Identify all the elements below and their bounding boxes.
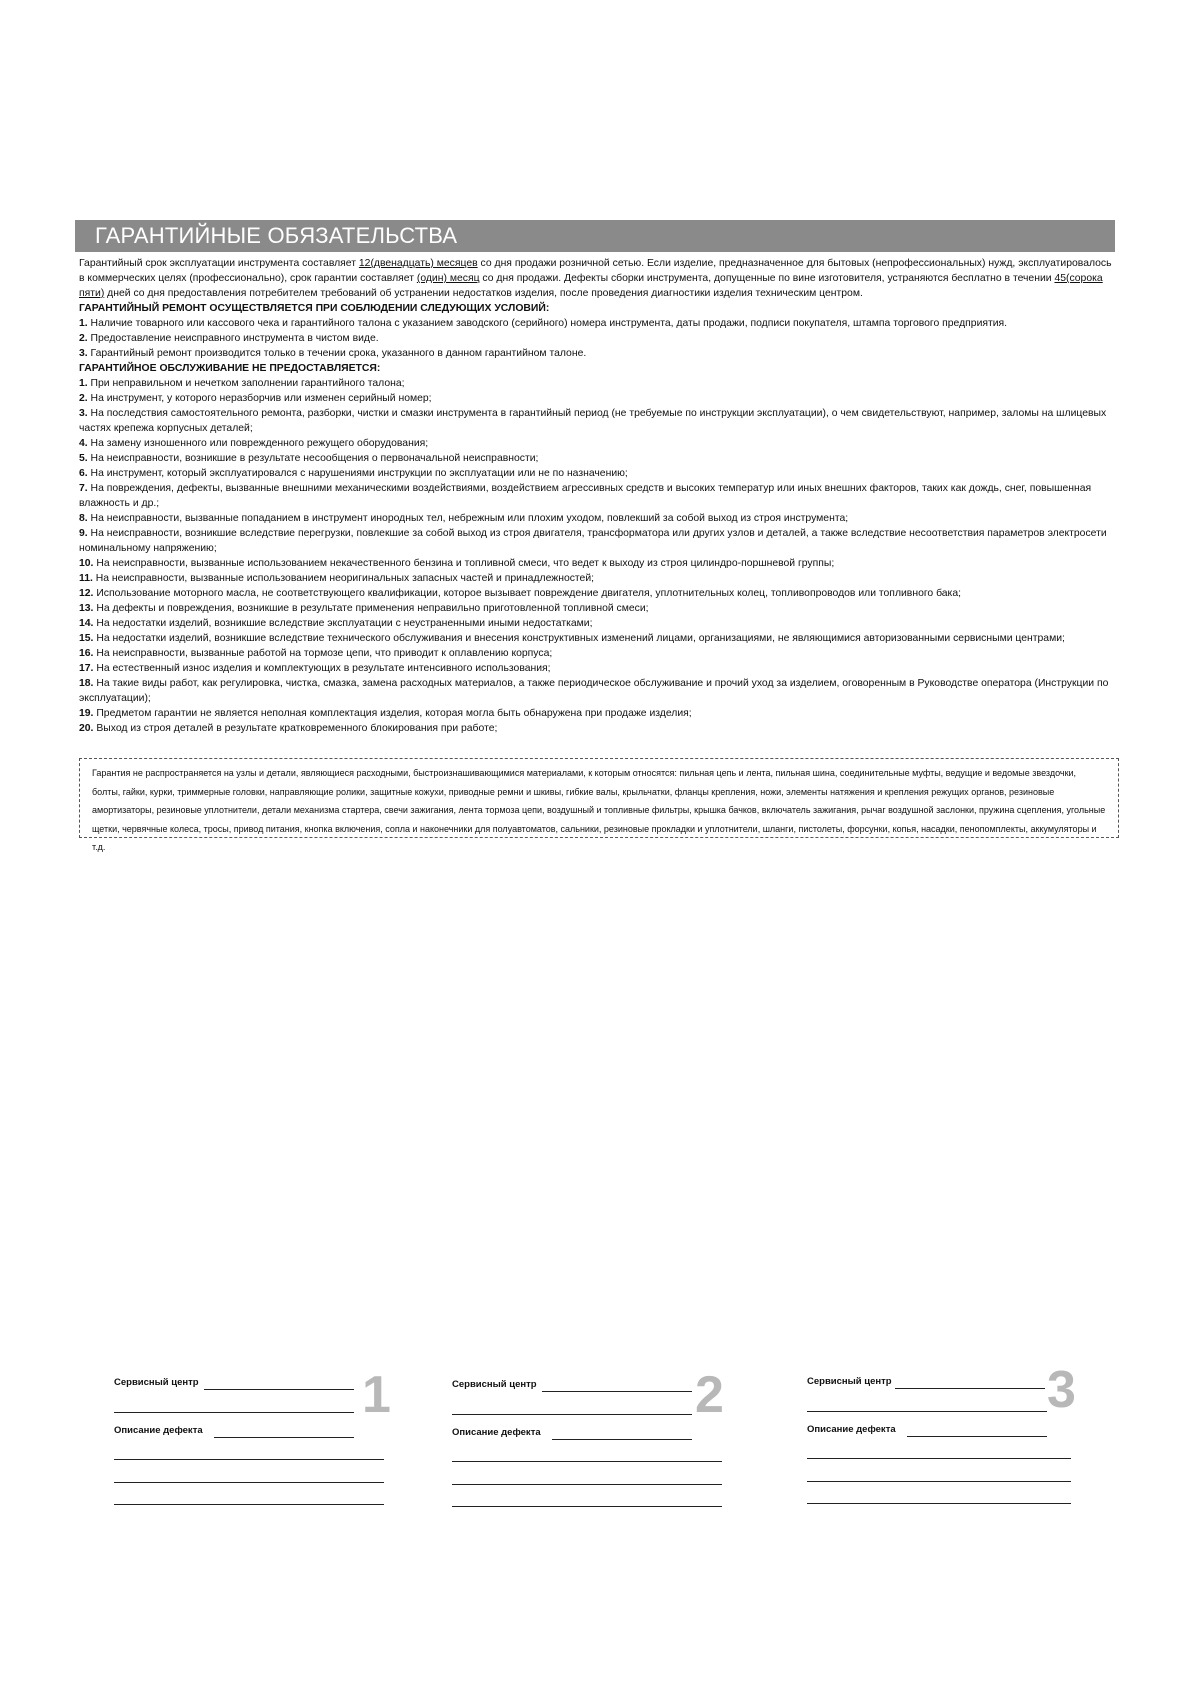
defect-description-label: Описание дефекта	[114, 1425, 203, 1436]
item-number: 19.	[79, 708, 94, 719]
list-item	[79, 661, 1117, 676]
defect-description-label: Описание дефекта	[807, 1424, 896, 1435]
item-text: При неправильном и нечетком заполнении гарантийного талона;	[87, 378, 405, 389]
item-number: 2.	[79, 333, 88, 344]
commercial-period: (один) месяц	[416, 273, 480, 284]
list-item	[79, 586, 1117, 601]
intro-text: Гарантийный срок эксплуатации инструмента составляет	[79, 258, 359, 269]
list-item	[79, 466, 1117, 481]
coupon-number: 3	[1047, 1361, 1076, 1419]
intro-paragraph	[79, 256, 1117, 301]
list-item	[79, 676, 1117, 706]
list-item	[79, 376, 1117, 391]
item-text: На естественный износ изделия и комплектующих в результате интенсивного использования;	[93, 663, 551, 674]
item-text: Предоставление неисправного инструмента в чистом виде.	[87, 333, 379, 344]
service-coupon-2	[452, 1366, 732, 1517]
service-center-label: Сервисный центр	[114, 1377, 199, 1388]
service-center-line[interactable]	[114, 1412, 354, 1413]
item-number: 3.	[79, 348, 88, 359]
item-number: 15.	[79, 633, 94, 644]
list-item	[79, 601, 1117, 616]
section-header	[75, 220, 1115, 252]
defect-line[interactable]	[452, 1506, 722, 1507]
item-number: 16.	[79, 648, 94, 659]
exclusions-list	[79, 376, 1117, 736]
item-text: На неисправности, возникшие вследствие перегрузки, повлекшие за собой выход из строя двигателя, трансформатора или других узлов и деталей, а также вследствие несоответствия параметров электросети номинальному напряжению;	[79, 528, 1107, 554]
item-number: 11.	[79, 573, 93, 584]
item-text: На неисправности, вызванные попаданием в инструмент инородных тел, небрежным или плохим уходом, повлекший за собой выход из строя инструмента;	[87, 513, 849, 524]
consumables-note	[79, 758, 1119, 852]
item-text: На неисправности, вызванные использованием неоригинальных запасных частей и принадлежностей;	[92, 573, 595, 584]
defect-line[interactable]	[114, 1459, 384, 1460]
item-number: 2.	[79, 393, 88, 404]
page-title: ГАРАНТИЙНЫЕ ОБЯЗАТЕЛЬСТВА	[95, 223, 458, 248]
item-number: 1.	[79, 378, 88, 389]
coupon-number: 2	[695, 1366, 724, 1424]
list-item	[79, 436, 1117, 451]
defect-line[interactable]	[907, 1436, 1047, 1437]
item-number: 14.	[79, 618, 94, 629]
defect-line[interactable]	[807, 1503, 1071, 1504]
item-text: На неисправности, возникшие в результате несообщения о первоначальной неисправности;	[87, 453, 539, 464]
defect-line[interactable]	[452, 1484, 722, 1485]
item-text: На дефекты и повреждения, возникшие в результате применения неправильно приготовленной топливной смеси;	[93, 603, 649, 614]
item-number: 5.	[79, 453, 88, 464]
list-item	[79, 451, 1117, 466]
service-center-line[interactable]	[452, 1414, 692, 1415]
list-item	[79, 481, 1117, 511]
item-text: Гарантийный ремонт производится только в течении срока, указанного в данном гарантийном талоне.	[87, 348, 587, 359]
item-text: На неисправности, вызванные работой на тормозе цепи, что приводит к оплавлению корпуса;	[93, 648, 553, 659]
item-number: 4.	[79, 438, 88, 449]
item-number: 3.	[79, 408, 88, 419]
warranty-period: 12(двенадцать) месяцев	[358, 258, 478, 269]
warranty-text	[79, 256, 1117, 736]
coupon-number: 1	[362, 1366, 391, 1424]
defect-line[interactable]	[214, 1437, 354, 1438]
repair-days: 45(сорока пяти)	[79, 273, 1103, 299]
defect-line[interactable]	[807, 1458, 1071, 1459]
item-text: Наличие товарного или кассового чека и гарантийного талона с указанием заводского (серийного) номера инструмента, даты продажи, подписи покупателя, штампа торгового предприятия.	[87, 318, 1008, 329]
service-center-line[interactable]	[542, 1391, 692, 1392]
item-number: 13.	[79, 603, 94, 614]
item-number: 8.	[79, 513, 88, 524]
item-number: 6.	[79, 468, 88, 479]
item-text: Выход из строя деталей в результате кратковременного блокирования при работе;	[93, 723, 498, 734]
defect-line[interactable]	[114, 1482, 384, 1483]
list-item	[79, 406, 1117, 436]
defect-line[interactable]	[452, 1461, 722, 1462]
intro-text: дней со дня предоставления потребителем требований об устранении недостатков изделия, после проведения диагностики изделия техническим центром.	[104, 288, 863, 299]
note-text: Гарантия не распространяется на узлы и детали, являющиеся расходными, быстроизнашивающимися материалами, к которым относятся: пильная цепь и лента, пильная шина, соединительные муфты, ведущие и ведомые звездочки, болты, гайки, курки, триммерные головки, направляющие ролики, защитные кожухи, приводные ремни и шкивы, гибкие валы, крыльчатки, фланцы крепления, ножи, элементы натяжения и крепления режущих органов, резиновые амортизаторы, резиновые уплотнители, детали механизма стартера, свечи зажигания, лента тормоза цепи, воздушный и топливные фильтры, крышка бачков, включатель зажигания, рычаг воздушной заслонки, пружина сцепления, угольные щетки, червячные колеса, тросы, привод питания, кнопка включения, сопла и наконечники для полуавтоматов, сальники, резиновые прокладки и уплотнители, шланги, пистолеты, форсунки, копья, насадки, пенопомплекты, аккумуляторы и т.д.	[92, 768, 1106, 852]
list-item	[79, 316, 1117, 331]
list-item	[79, 331, 1117, 346]
item-number: 9.	[79, 528, 88, 539]
list-item	[79, 616, 1117, 631]
service-coupon-3	[807, 1361, 1087, 1514]
item-text: На инструмент, у которого неразборчив или изменен серийный номер;	[87, 393, 432, 404]
intro-text: со дня продажи розничной сетью. Если изделие, предназначенное для бытовых (непрофессиональных) нужд, эксплуатировалось в коммерческих целях (профессионально), срок гарантии составляет	[79, 258, 1112, 284]
exclusions-heading: ГАРАНТИЙНОЕ ОБСЛУЖИВАНИЕ НЕ ПРЕДОСТАВЛЯЕТСЯ:	[79, 363, 381, 374]
item-text: Предметом гарантии не является неполная комплектация изделия, которая могла быть обнаружена при продаже изделия;	[93, 708, 692, 719]
item-text: На неисправности, вызванные использованием некачественного бензина и топливной смеси, что ведет к выходу из строя цилиндро-поршневой группы;	[93, 558, 835, 569]
item-text: На недостатки изделий, возникшие вследствие технического обслуживания и внесения конструктивных изменений лицами, организациями, не являющимися авторизованными сервисными центрами;	[93, 633, 1065, 644]
service-coupon-1	[114, 1366, 394, 1515]
list-item	[79, 511, 1117, 526]
item-text: На замену изношенного или поврежденного режущего оборудования;	[87, 438, 429, 449]
defect-line[interactable]	[807, 1481, 1071, 1482]
item-text: На последствия самостоятельного ремонта, разборки, чистки и смазки инструмента в гарантийный период (не требуемые по инструкции эксплуатации), о чем свидетельствуют, например, заломы на шлицевых частях крепежа корпусных деталей;	[79, 408, 1107, 434]
item-number: 7.	[79, 483, 88, 494]
list-item	[79, 556, 1117, 571]
intro-text: со дня продажи. Дефекты сборки инструмента, допущенные по вине изготовителя, устраняются бесплатно в течении	[479, 273, 1055, 284]
list-item	[79, 721, 1117, 736]
item-text: Использование моторного масла, не соответствующего квалификации, которое вызывает повреждение двигателя, уплотнительных колец, топливопроводов или топливного бака;	[93, 588, 962, 599]
list-item	[79, 391, 1117, 406]
service-center-line[interactable]	[204, 1389, 354, 1390]
list-item	[79, 571, 1117, 586]
conditions-heading: ГАРАНТИЙНЫЙ РЕМОНТ ОСУЩЕСТВЛЯЕТСЯ ПРИ СОБЛЮДЕНИИ СЛЕДУЮЩИХ УСЛОВИЙ:	[79, 303, 550, 314]
list-item	[79, 526, 1117, 556]
service-center-label: Сервисный центр	[452, 1379, 537, 1390]
defect-line[interactable]	[114, 1504, 384, 1505]
item-number: 10.	[79, 558, 94, 569]
item-number: 1.	[79, 318, 88, 329]
item-number: 18.	[79, 678, 94, 689]
item-number: 12.	[79, 588, 94, 599]
item-number: 17.	[79, 663, 94, 674]
item-text: На недостатки изделий, возникшие вследствие эксплуатации с неустраненными иными недостатками;	[93, 618, 593, 629]
item-text: На инструмент, который эксплуатировался с нарушениями инструкции по эксплуатации или не по назначению;	[87, 468, 628, 479]
list-item	[79, 706, 1117, 721]
defect-line[interactable]	[552, 1439, 692, 1440]
defect-description-label: Описание дефекта	[452, 1427, 541, 1438]
service-center-label: Сервисный центр	[807, 1376, 892, 1387]
list-item	[79, 646, 1117, 661]
item-number: 20.	[79, 723, 94, 734]
service-center-line[interactable]	[807, 1411, 1047, 1412]
list-item	[79, 346, 1117, 361]
list-item	[79, 631, 1117, 646]
service-center-line[interactable]	[895, 1388, 1045, 1389]
conditions-list	[79, 316, 1117, 361]
item-text: На повреждения, дефекты, вызванные внешними механическими воздействиями, воздействием агрессивных средств и высоких температур или иных внешних факторов, таких как дождь, снег, повышенная влажность и др.;	[79, 483, 1092, 509]
item-text: На такие виды работ, как регулировка, чистка, смазка, замена расходных материалов, а также периодическое обслуживание и прочий уход за изделием, оговоренным в Руководстве оператора (Инструкции по эксплуатации);	[79, 678, 1109, 704]
